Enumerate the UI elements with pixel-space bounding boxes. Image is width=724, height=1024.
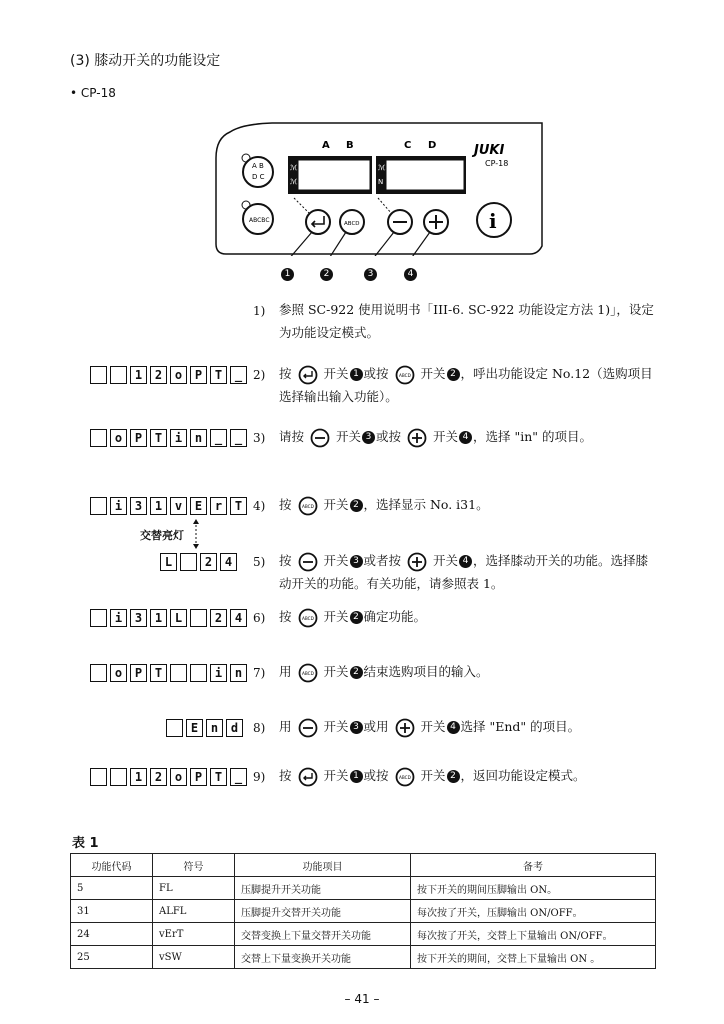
plus-button-icon — [407, 428, 427, 448]
svg-text:D C: D C — [252, 173, 265, 181]
lcd-display-step4: i 3 1 v E r T — [90, 497, 250, 517]
svg-text:C: C — [404, 140, 412, 151]
plus-button-icon — [395, 718, 415, 738]
svg-text:ABCD: ABCD — [301, 503, 314, 509]
step-number: 3) — [253, 431, 266, 445]
lcd-display-step6: i 3 1 L 2 4 — [90, 609, 250, 629]
model-label: • CP-18 — [70, 86, 116, 100]
minus-button-icon — [310, 428, 330, 448]
callout-4: 4 — [403, 264, 416, 277]
svg-text:ABCD: ABCD — [398, 372, 411, 378]
step-text: 按 开关 3 或者按 开关 4 ，选择膝动开关的功能。选择膝动开关的功能。有关功能，请参照表 1。 — [279, 553, 649, 591]
callout-2: 2 — [319, 264, 332, 277]
abcd-button-icon — [298, 608, 318, 628]
lcd-display-step2: 1 2 o P T _ — [90, 366, 250, 386]
step-number: 7) — [253, 666, 266, 680]
svg-text:ℳ: ℳ — [290, 178, 298, 186]
reset-button-icon — [298, 365, 318, 385]
abcd-button-icon — [395, 767, 415, 787]
svg-text:ℳ: ℳ — [290, 164, 298, 172]
reset-button-icon — [298, 767, 318, 787]
step-text: 参照 SC-922 使用说明书「III-6. SC-922 功能设定方法 1)」，设定为功能设定模式。 — [279, 302, 654, 340]
lcd-display-step7: o P T i n — [90, 664, 250, 684]
reset-button-icon — [306, 210, 330, 234]
svg-text:D: D — [428, 140, 437, 151]
step-text: 用 ABCD 开关 2 结束选购项目的输入。 — [279, 660, 659, 683]
step-number: 4) — [253, 499, 266, 513]
svg-text:i: i — [489, 209, 497, 233]
table-row: 24 vErT 交替变换上下量交替开关功能 每次按了开关，交替上下量输出 ON/OFF。 — [71, 923, 656, 946]
svg-text:ABCD: ABCD — [398, 774, 411, 780]
lcd-display-step3: o P T i n _ _ — [90, 429, 250, 449]
juki-logo: JUKI — [474, 143, 505, 158]
svg-text:N: N — [378, 178, 384, 186]
svg-text:ABCD: ABCD — [301, 615, 314, 621]
svg-text:ABCBC: ABCBC — [249, 217, 270, 224]
callout-1: 1 — [280, 264, 293, 277]
lcd-display-step5: L 2 4 — [160, 553, 240, 573]
step-text: 请按 开关 3 或按 开关 4 ，选择 "in" 的项目。 — [279, 425, 659, 448]
table-row: 25 vSW 交替上下量变换开关功能 按下开关的期间，交替上下量输出 ON 。 — [71, 946, 656, 969]
step-number: 5) — [253, 555, 266, 569]
svg-text:A: A — [322, 140, 330, 151]
svg-text:ABCD: ABCD — [344, 221, 360, 227]
page-number: – 41 – — [344, 992, 380, 1006]
step-number: 2) — [253, 368, 266, 382]
alternate-arrow-icon — [190, 518, 202, 550]
column-header: 功能代码 — [71, 854, 153, 877]
table-header-row — [71, 854, 656, 877]
panel-svg — [212, 118, 550, 256]
column-header: 功能项目 — [235, 854, 411, 877]
step-text: 按 开关 1 或按 ABCD 开关 2 ，呼出功能设定 No.12（选购项目选择输出输入功能）。 — [279, 366, 653, 404]
step-number: 9) — [253, 770, 266, 784]
step-text: 按 ABCD 开关 2 ，选择显示 No. i31。 — [279, 493, 659, 516]
plus-button-icon — [407, 552, 427, 572]
column-header: 备考 — [411, 854, 656, 877]
svg-text:A B: A B — [252, 162, 264, 170]
minus-button-icon — [298, 552, 318, 572]
alternate-label: 交替亮灯 — [140, 529, 184, 542]
function-table — [70, 853, 656, 969]
step-number: 1) — [253, 304, 266, 318]
section-heading: (3) 膝动开关的功能设定 — [70, 53, 221, 69]
svg-text:ℳ: ℳ — [378, 164, 386, 172]
abcd-button-icon — [298, 496, 318, 516]
step-text: 按 ABCD 开关 2 确定功能。 — [279, 605, 659, 628]
table-row: 31 ALFL 压脚提升交替开关功能 每次按了开关，压脚输出 ON/OFF。 — [71, 900, 656, 923]
svg-text:CP-18: CP-18 — [485, 159, 509, 168]
callout-3: 3 — [363, 264, 376, 277]
lcd-display-step9: 1 2 o P T _ — [90, 768, 250, 788]
step-number: 8) — [253, 721, 266, 735]
control-panel-illustration — [212, 118, 550, 256]
svg-text:ABCD: ABCD — [301, 670, 314, 676]
table-row: 5 FL 压脚提升开关功能 按下开关的期间压脚输出 ON。 — [71, 877, 656, 900]
step-text: 按 开关 1 或按 ABCD 开关 2 ，返回功能设定模式。 — [279, 764, 659, 787]
table-caption: 表 1 — [72, 836, 99, 851]
step-text: 用 开关 3 或用 开关 4 选择 "End" 的项目。 — [279, 715, 659, 738]
abcd-button-icon — [395, 365, 415, 385]
lcd-display-step8: E n d — [166, 719, 246, 739]
svg-text:B: B — [346, 140, 354, 151]
column-header: 符号 — [153, 854, 235, 877]
minus-button-icon — [298, 718, 318, 738]
abcd-button-icon — [298, 663, 318, 683]
step-number: 6) — [253, 611, 266, 625]
